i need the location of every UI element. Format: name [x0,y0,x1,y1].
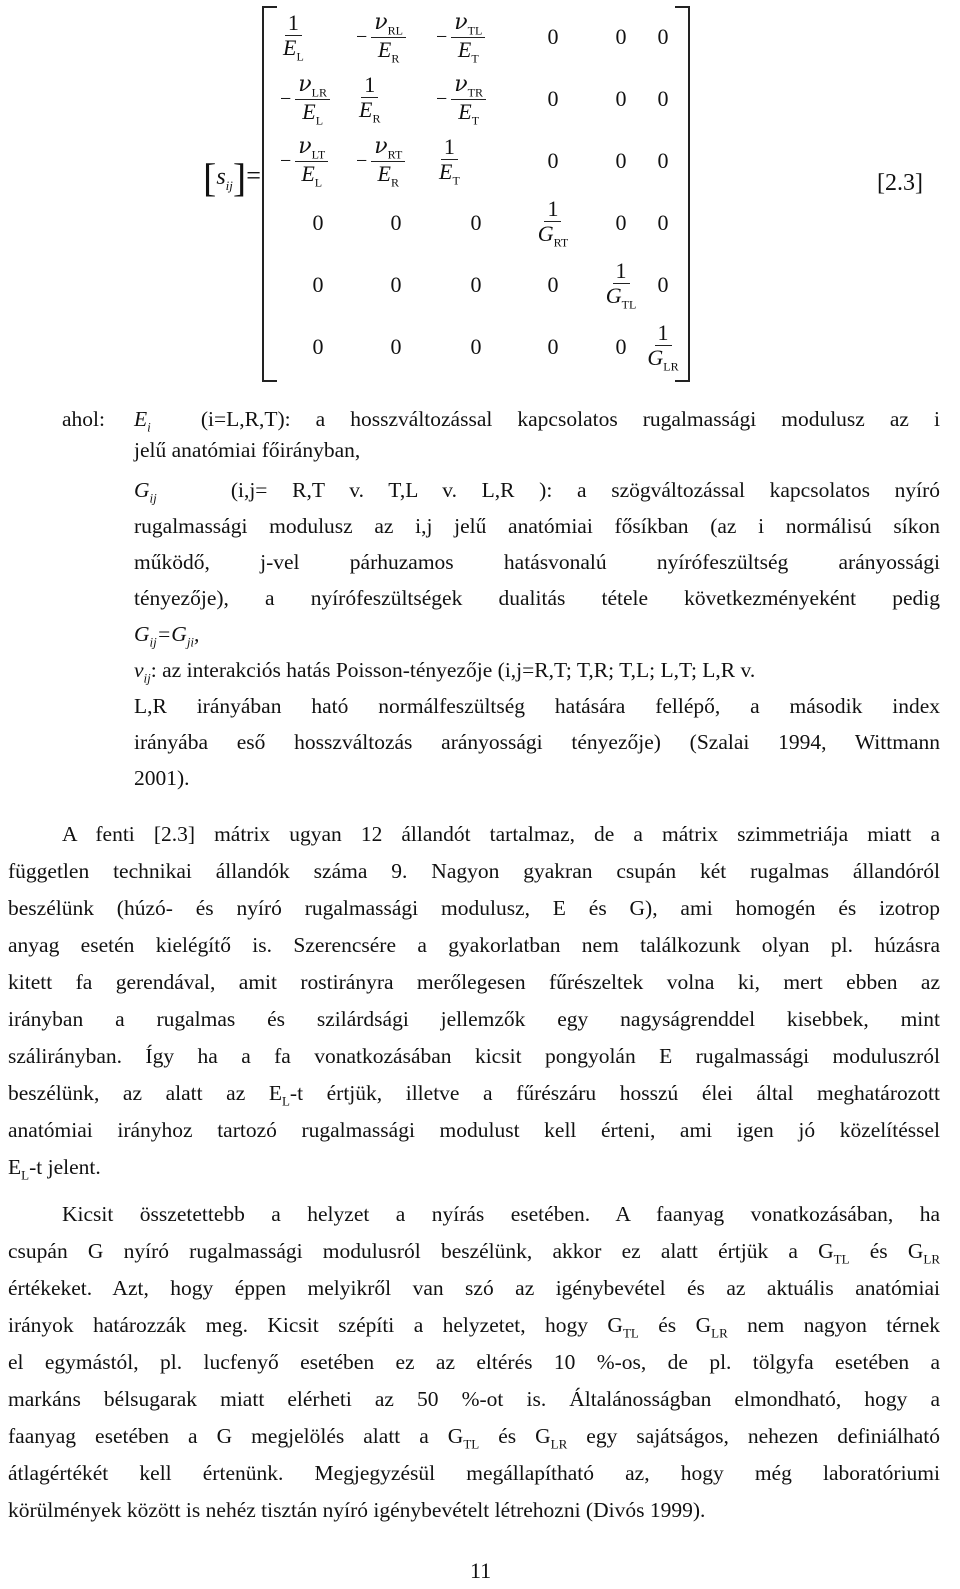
matrix-cell-2-1: − $\frac{\nu_{LR}}{E_L}$ [280,68,356,130]
para2-line-2: csupán G nyíró rugalmassági modulusról beszélünk, akkor ez alatt értjük a $G_{TL}$ és $G_{LR}$ [8,1239,940,1267]
matrix-cell-3-1: − $\frac{\nu_{LT}}{E_L}$ [280,130,356,192]
matrix-cell-4-2: 0 [390,210,402,235]
para2-line-8: átlagértékét kell értenünk. Megjegyzésül megállapítható az, hogy még laboratóriumi [8,1461,940,1485]
para2-line-3: értékeket. Azt, hogy éppen melyikről van szó az igénybevétel és az aktuális anatómiai [8,1276,940,1300]
def-nu-line-1: $\nu_{ij}$: az interakciós hatás Poisson-tényezője (i,j=R,T; T,R; T,L; L,T; L,R v. [134,658,756,686]
matrix-cell-2-2: $\frac{1}{E_R}$ [359,72,381,125]
para1-line-3: beszélünk (húzó- és nyíró rugalmassági modulusz, E és G), ami homogén és izotrop [8,896,940,920]
matrix-cell-5-2: 0 [390,272,402,297]
matrix-cell-6-4: 0 [547,334,559,359]
equation-lhs: $[s_{ij}]=$ [203,155,261,200]
para1-line-7: szálirányban. Így ha a fa vonatkozásában kicsit pongyolán E rugalmassági moduluszról [8,1044,940,1068]
matrix-cell-2-3: − $\frac{\nu_{TR}}{E_T}$ [436,68,516,130]
def-G-symmetry: $G_{ij}=G_{ji}$, [134,622,200,650]
matrix-cell-6-5: 0 [615,334,627,359]
para1-line-6: irányban a rugalmas és szilárdsági jellemzők egy nagyságrenddel kisebbek, mint [8,1007,940,1031]
matrix-cell-3-3: $\frac{1}{E_T}$ [439,134,460,187]
matrix-cell-3-5: 0 [615,148,627,173]
matrix-cell-5-3: 0 [470,272,482,297]
para1-line-8: beszélünk, az alatt az $E_L-t$ értjük, illetve a fűrészáru hosszú élei által meghatározott [8,1081,940,1109]
matrix-cell-5-5: $\frac{1}{G_{TL}}$ [605,258,637,311]
matrix-cell-4-3: 0 [470,210,482,235]
def-nu-line-4: 2001). [134,766,190,790]
def-G-line-2: rugalmassági modulusz az i,j jelű anatómiai fősíkban (az i normálisú síkon [134,514,940,538]
equation-number: [2.3] [877,170,923,196]
matrix-cell-2-6: 0 [657,86,669,111]
def-E-line-2: jelű anatómiai főirányban, [134,438,361,462]
para1-line-5: kitett fa gerendával, amit rostirányra merőlegesen fűrészeltek volna ki, mert ebben az [8,970,940,994]
compliance-matrix [280,6,679,378]
matrix-cell-3-6: 0 [657,148,669,173]
matrix-cell-6-6: $\frac{1}{G_{LR}}$ [647,320,679,373]
matrix-cell-2-4: 0 [547,86,559,111]
definitions-label: ahol: [62,407,105,431]
para2-line-6: markáns bélsugarak miatt elérheti az 50 %-ot is. Általánosságban elmondható, hogy a [8,1387,940,1411]
def-G-line-3: működő, j-vel párhuzamos hatásvonalú nyírófeszültség arányossági [134,550,940,574]
matrix-cell-5-4: 0 [547,272,559,297]
para1-line-2: független technikai állandók száma 9. Nagyon gyakran csupán két rugalmas állandóról [8,859,940,883]
matrix-cell-6-1: 0 [312,334,324,359]
matrix-cell-5-6: 0 [657,272,669,297]
matrix-cell-1-2: − $\frac{\nu_{RL}}{E_R}$ [356,6,436,68]
matrix-cell-1-3: − $\frac{\nu_{TL}}{E_T}$ [436,6,516,68]
matrix-cell-4-5: 0 [615,210,627,235]
para1-line-10: $E_L-t$ jelent. [8,1155,101,1183]
matrix-cell-1-6: 0 [657,24,669,49]
para2-line-5: el egymástól, pl. lucfenyő esetében ez az eltérés 10 %-os, de pl. tölgyfa esetében a [8,1350,940,1374]
matrix-cell-3-2: − $\frac{\nu_{RT}}{E_R}$ [356,130,436,192]
def-E-line-1: $E_i$ (i=L,R,T): a hosszváltozással kapcsolatos rugalmassági modulusz az i [134,407,940,435]
matrix-cell-6-3: 0 [470,334,482,359]
para2-line-9: körülmények között is nehéz tisztán nyíró igénybevételt létrehozni (Divós 1999). [8,1498,706,1522]
def-G-line-4: tényezője), a nyírófeszültségek dualitás tétele következményeként pedig [134,586,940,610]
matrix-cell-1-1: $\frac{1}{E_L}$ [283,10,304,63]
para1-line-1: A fenti [2.3] mátrix ugyan 12 állandót tartalmaz, de a mátrix szimmetriája miatt a [62,822,940,846]
matrix-cell-1-4: 0 [547,24,559,49]
para1-line-4: anyag esetén kielégítő is. Szerencsére a gyakorlatban nem találkozunk olyan pl. húzásra [8,933,940,957]
def-nu-line-2: L,R irányában ható normálfeszültség hatására fellépő, a második index [134,694,940,718]
matrix-cell-4-4: $\frac{1}{G_{RT}}$ [537,196,569,249]
def-nu-line-3: irányába eső hosszváltozás arányossági tényezője) (Szalai 1994, Wittmann [134,730,940,754]
para2-line-7: faanyag esetében a G megjelölés alatt a $G_{TL}$ és $G_{LR}$ egy sajátságos, nehezen definiálható [8,1424,940,1452]
matrix-cell-6-2: 0 [390,334,402,359]
matrix-cell-3-4: 0 [547,148,559,173]
para2-line-1: Kicsit összetettebb a helyzet a nyírás esetében. A faanyag vonatkozásában, ha [62,1202,940,1226]
def-G-line-1: $G_{ij}$ (i,j= R,T v. T,L v. L,R ): a szögváltozással kapcsolatos nyíró [134,478,941,506]
matrix-cell-5-1: 0 [312,272,324,297]
matrix-left-bracket [262,6,277,382]
matrix-cell-2-5: 0 [615,86,627,111]
para2-line-4: irányok határozzák meg. Kicsit szépíti a helyzetet, hogy $G_{TL}$ és $G_{LR}$ nem nagyon térnek [8,1313,941,1341]
para1-line-9: anatómiai irányhoz tartozó rugalmassági modulust kell érteni, ami igen jó közelítéssel [8,1118,940,1142]
matrix-cell-4-6: 0 [657,210,669,235]
page-number: 11 [470,1558,492,1583]
matrix-cell-4-1: 0 [312,210,324,235]
matrix-cell-1-5: 0 [615,24,627,49]
